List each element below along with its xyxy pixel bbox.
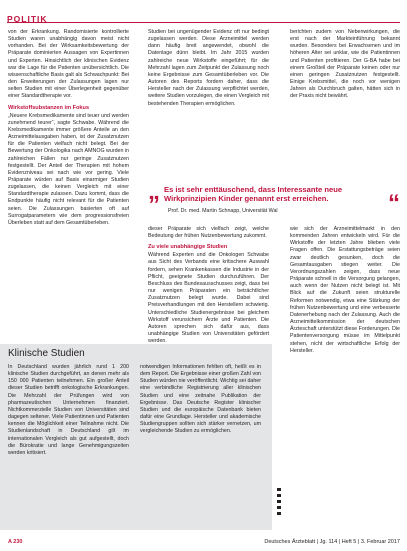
quote-source: Prof. Dr. med. Martin Schnapp, Universität Wal xyxy=(168,208,278,214)
article-column-2 xyxy=(148,29,269,108)
paragraph: wie sich der Arzneimittelmarkt in den kommenden Jahren entwickeln wird. Für die Wirkstoffe der letzten Jahre blieben viele Fragen offen. Die Erstattungsbeträge seien zwar deutlich gesunken, doch die Gesamtausgaben stiegen weiter. Die Verordnungszahlen zeigen, dass neue Präparate schnell in die Versorgung gelangen, auch wenn der Nutzen nicht belegt ist. Mit Blick auf die Zukunft seien strukturelle Reformen notwendig, etwa eine Stärkung der frühen Nutzenbewertung und eine verbesserte Datenerhebung nach der Zulassung. Auch die Arzneimittelkommission der deutschen Ärzteschaft unterstützt diese Forderungen. Die Patientenversorgung müsse im Mittelpunkt stehen, nicht der wirtschaftliche Erfolg der Hersteller. xyxy=(290,226,400,354)
page-footer xyxy=(8,539,400,549)
article-column-1 xyxy=(8,29,129,227)
page-number xyxy=(8,539,22,545)
info-box-title: Klinische Studien xyxy=(8,348,85,359)
quote-close-mark: “ xyxy=(388,190,400,217)
article-column-3 xyxy=(290,29,400,101)
quote-text: Es ist sehr enttäuschend, dass Interessante neue Wirkprinzipien Kinder genannt erst erreichen. xyxy=(164,185,343,203)
paragraph: Studien bei ungenügender Evidenz oft nur bedingt zugelassen werden. Diese Arzneimittel werden dann häufig breit angewendet, obwohl die Datenlage dünn bleibt. Im Jahr 2015 wurden zahlreiche neue Wirkstoffe eingeführt; für die Mehrzahl lagen zum Zeitpunkt der Zulassung noch keine Ergebnisse zum Gesamtüberleben vor. Die Autoren des Reports fordern daher, dass die Hersteller nach der Zulassung verpflichtet werden, weitere Studien vorzulegen, die einen Vergleich mit bestehenden Therapien ermöglichen. xyxy=(148,29,269,107)
page-header xyxy=(7,9,400,24)
paragraph: Während Experten und die Onkologen Schwabe aus Sicht des Verbands eine kritischere Auswahl fordern, sehen Krankenkassen die Industrie in der Pflicht, geeignete Studien durchzuführen. Der Beschluss des Bundesausschusses zeigt, dass bei nur wenigen Präparaten ein beträchtlicher Zusatznutzen belegt wurde. Dabei sind Preisverhandlungen mit den Herstellern schwierig. Unterschiedliche Studienergebnisse bei gleichem Wirkstoff verunsichern Ärzte und Patienten. Die Autoren sprechen sich dafür aus, dass unabhängige Studien von Universitäten gefördert werden. xyxy=(148,252,269,345)
quote-open-mark: „ xyxy=(148,178,160,205)
page-number-value: A 230 xyxy=(8,539,23,545)
info-box-column-2: notwendigen Informationen fehlten oft, heißt es in dem Report. Die Ergebnisse einer großen Zahl von Studien würden nie veröffentlicht. Wichtig sei daher eine verbindliche Registrierung aller klinischen Studien und eine zeitnahe Publikation der Ergebnisse. Das Deutsche Register klinischer Studien und die europäische Datenbank bieten dafür eine Grundlage. Hersteller und akademische Studiengruppen sollten sich stärker vernetzen, um vergleichende Studien zu ermöglichen. xyxy=(140,364,261,435)
column-marker xyxy=(277,488,281,528)
article-column-3-lower xyxy=(290,226,400,355)
paragraph: berichten zudem von Nebenwirkungen, die erst nach der Markteinführung bekannt wurden. Besonders bei Erwachsenen und im höheren Alter sei unklar, wie die Patientinnen und Patienten profitieren. Der G-BA habe bei einem Großteil der Präparate keinen oder nur einen geringen Zusatznutzen festgestellt. Einige Krebsmittel, die noch vor wenigen Jahren als Durchbruch galten, hätten sich in der Praxis nicht bewährt. xyxy=(290,29,400,100)
section-label: POLITIK xyxy=(7,14,48,24)
subheading: Wirkstoffsubstanzen im Fokus xyxy=(8,104,90,111)
pull-quote xyxy=(148,178,400,222)
paragraph: von der Erkrankung. Randomisierte kontrollierte Studien waren unabhängig davon meist nicht vorhanden. Bei der Wirksamkeitsbewertung der Präparate dominierten Aussagen von Expertinnen und Experten. Hinsichtlich der klinischen Evidenz war die Lage für die Patienten unübersichtlich. Die wissenschaftliche Basis galt als Schwachpunkt: Bei den Erweiterungen der Zulassungen lagen nur selten Studien mit einer Überlegenheit gegenüber einer Standardtherapie vor. xyxy=(8,29,129,100)
header-rule xyxy=(7,22,400,23)
subheading: Zu viele unabhängige Studien xyxy=(148,244,228,251)
info-box-column-1: In Deutschland wurden jährlich rund 1 200 klinische Studien durchgeführt, an denen mehr als 150 000 Patienten teilnehmen. Ein großer Anteil dieser Studien betrifft onkologische Erkrankungen. Die Mehrzahl der Prüfungen wird von pharmazeutischen Unternehmen finanziert. Nichtkommerzielle Studien von Universitäten sind dagegen seltener. Viele Patientinnen und Patienten kennen die Möglichkeit einer Teilnahme nicht. Die Studienlandschaft in Deutschland gilt im internationalen Vergleich als gut aufgestellt, doch die Bürokratie und lange Genehmigungszeiten werden kritisiert. xyxy=(8,364,129,456)
paragraph: „Neuere Krebsmedikamente sind teuer und werden zunehmend teurer“, sagte Schwabe. Während die Krebsmedikamente immer größere Anteile an den Arzneimittelausgaben haben, ist der Zusatznutzen für die Patienten vielfach nicht belegt. Bei der Bewertung der Onkologika nach AMNOG wurden in zahlreichen Fällen nur geringe Zusatznutzen festgestellt. Der Anteil der Therapien mit hohem Evidenzniveau sei nach wie vor gering. Viele Präparate würden auf Basis einarmiger Studien zugelassen, die keinen Vergleich mit einer Standardtherapie zulassen. Dazu kommt, dass die Endpunkte häufig nicht relevant für die Patienten seien. Die Zulassungen basierten oft auf Surrogatparametern wie dem progressionsfreien Überleben statt auf dem Gesamtüberleben. xyxy=(8,112,130,226)
article-column-2-lower xyxy=(148,226,269,345)
journal-reference: Deutsches Ärzteblatt | Jg. 114 | Heft 5 | 3. Februar 2017 xyxy=(264,539,400,545)
paragraph: dieser Präparate sich vielfach zeigt, welche Bedeutung der frühen Nutzenbewertung zukommt. xyxy=(148,226,269,240)
info-box xyxy=(0,344,272,530)
